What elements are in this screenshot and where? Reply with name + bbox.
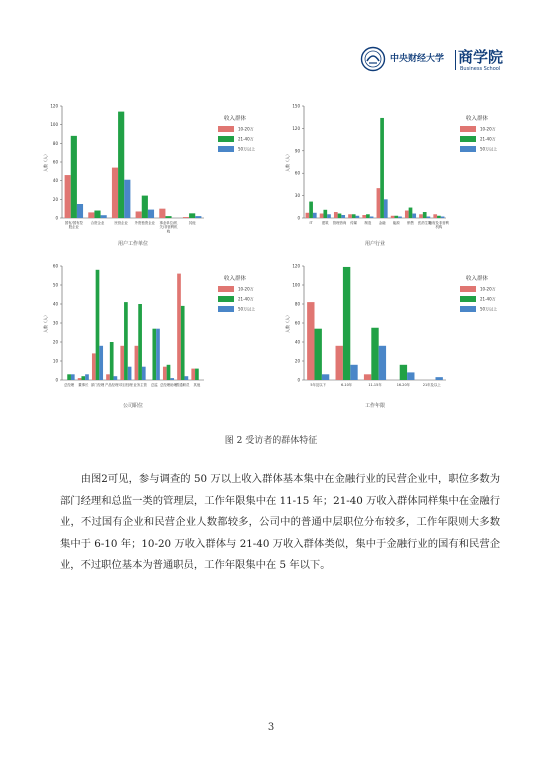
y-axis-label: 人数（人） bbox=[285, 313, 290, 333]
x-tick-label: 金融 bbox=[378, 221, 386, 225]
bar bbox=[96, 270, 100, 380]
bar bbox=[191, 369, 195, 380]
x-tick-label: 外资独资企业 bbox=[134, 221, 156, 225]
school-name-english: Business School bbox=[460, 66, 501, 72]
bar bbox=[135, 346, 139, 380]
bar bbox=[391, 216, 395, 218]
x-tick-label: 医药生物 bbox=[417, 221, 432, 225]
bar bbox=[379, 346, 386, 380]
bar bbox=[183, 217, 189, 218]
x-tick-label: 销售 bbox=[407, 221, 414, 225]
y-axis-label: 人数（人） bbox=[43, 313, 48, 333]
bar bbox=[313, 213, 317, 218]
bar bbox=[323, 210, 327, 218]
legend-title: 收入群体 bbox=[224, 116, 247, 122]
bar bbox=[315, 329, 322, 380]
y-tick-label: 40 bbox=[52, 301, 58, 307]
y-tick-label: 60 bbox=[52, 159, 58, 165]
bar bbox=[65, 175, 71, 218]
bar bbox=[67, 374, 71, 380]
chart-work-unit bbox=[38, 100, 270, 248]
x-tick-label: 政府及非营利机构 bbox=[428, 221, 450, 230]
bar bbox=[419, 214, 423, 218]
legend-title: 收入群体 bbox=[466, 116, 489, 122]
bar bbox=[423, 212, 427, 218]
legend-label: 21-40万 bbox=[480, 136, 496, 142]
legend-swatch bbox=[218, 126, 234, 132]
x-axis-label: 用户工作单位 bbox=[117, 241, 149, 247]
legend-swatch bbox=[460, 296, 476, 302]
bar bbox=[177, 274, 181, 380]
bar bbox=[136, 211, 142, 218]
y-tick-label: 100 bbox=[50, 122, 58, 128]
bar bbox=[334, 212, 338, 218]
x-tick-label: 其他 bbox=[193, 383, 201, 387]
bar bbox=[71, 136, 77, 218]
y-tick-label: 0 bbox=[297, 377, 300, 383]
y-tick-label: 40 bbox=[52, 178, 58, 184]
x-tick-label: 传媒 bbox=[350, 221, 358, 225]
y-tick-label: 120 bbox=[292, 125, 300, 131]
y-tick-label: 150 bbox=[292, 103, 300, 109]
bar bbox=[427, 217, 431, 218]
bar bbox=[366, 214, 370, 218]
bar bbox=[307, 302, 314, 380]
bar bbox=[407, 372, 414, 380]
bar bbox=[124, 302, 128, 380]
bar bbox=[352, 214, 356, 218]
x-tick-label: IT bbox=[309, 221, 313, 225]
bar bbox=[405, 211, 409, 218]
bar bbox=[142, 367, 146, 380]
chart-industry bbox=[280, 100, 512, 248]
x-tick-label: 能源 bbox=[392, 221, 400, 225]
bar bbox=[94, 211, 100, 218]
bar bbox=[195, 369, 199, 380]
bar bbox=[152, 329, 156, 380]
x-tick-label: 合资企业 bbox=[90, 221, 105, 225]
bar bbox=[124, 180, 130, 218]
bar bbox=[409, 208, 413, 218]
legend-label: 50万以上 bbox=[238, 146, 256, 152]
bar bbox=[71, 374, 75, 380]
x-axis-label: 公司职位 bbox=[122, 403, 144, 409]
legend-label: 10-20万 bbox=[480, 126, 496, 132]
bar bbox=[327, 214, 331, 218]
bar bbox=[437, 216, 441, 218]
bar bbox=[348, 214, 352, 218]
chart-work-years bbox=[280, 260, 512, 410]
bar bbox=[110, 342, 114, 380]
bar bbox=[384, 199, 388, 218]
y-tick-label: 0 bbox=[55, 215, 58, 221]
bar bbox=[156, 329, 160, 380]
y-tick-label: 120 bbox=[50, 103, 58, 109]
bar bbox=[350, 365, 357, 380]
x-tick-label: 11-15年 bbox=[368, 383, 382, 387]
legend-title: 收入群体 bbox=[224, 276, 247, 282]
x-tick-label: 产品经理 bbox=[104, 383, 119, 387]
school-name: 商学院 bbox=[458, 48, 504, 66]
bar bbox=[106, 374, 110, 380]
x-tick-label: 民营企业 bbox=[114, 221, 128, 225]
y-tick-label: 10 bbox=[52, 358, 58, 364]
y-tick-label: 80 bbox=[294, 301, 300, 307]
bar bbox=[336, 346, 343, 380]
legend-swatch bbox=[218, 146, 234, 152]
y-tick-label: 60 bbox=[294, 170, 300, 176]
bar bbox=[112, 168, 118, 218]
legend-swatch bbox=[218, 296, 234, 302]
legend-swatch bbox=[460, 146, 476, 152]
x-axis-label: 工作年限 bbox=[364, 403, 386, 409]
legend-label: 21-40万 bbox=[480, 296, 496, 302]
bar bbox=[371, 328, 378, 380]
legend-label: 10-20万 bbox=[480, 286, 496, 292]
x-tick-label: 部门经理 bbox=[90, 383, 105, 387]
bar bbox=[433, 214, 437, 218]
x-tick-label: 管理咨询 bbox=[332, 221, 347, 225]
bar bbox=[85, 374, 89, 380]
bar bbox=[398, 217, 402, 218]
legend-label: 50万以上 bbox=[238, 306, 256, 312]
legend-swatch bbox=[460, 286, 476, 292]
legend-swatch bbox=[218, 286, 234, 292]
legend-label: 21-40万 bbox=[238, 296, 254, 302]
x-axis-label: 用户行业 bbox=[364, 241, 386, 247]
bar bbox=[435, 377, 442, 380]
bar bbox=[159, 209, 165, 218]
bar bbox=[362, 215, 366, 218]
bar bbox=[148, 210, 154, 218]
figure-caption: 图 2 受访者的群体特征 bbox=[224, 436, 318, 446]
x-tick-label: 6-10年 bbox=[341, 383, 353, 387]
bar bbox=[128, 367, 132, 380]
x-tick-label: 16-20年 bbox=[396, 383, 411, 387]
legend-swatch bbox=[460, 306, 476, 312]
legend-label: 21-40万 bbox=[238, 136, 254, 142]
x-tick-label: 21年及以上 bbox=[422, 383, 441, 387]
y-axis-label: 人数（人） bbox=[43, 152, 48, 172]
y-tick-label: 0 bbox=[297, 215, 300, 221]
y-tick-label: 50 bbox=[52, 282, 58, 288]
school-logo bbox=[360, 44, 510, 78]
y-tick-label: 60 bbox=[52, 263, 58, 269]
x-tick-label: 事业单位/机关/非营利机构 bbox=[159, 221, 178, 234]
x-tick-label: 国有/国有控股企业 bbox=[64, 221, 83, 230]
bar bbox=[185, 376, 189, 380]
bar bbox=[341, 215, 345, 218]
bar bbox=[400, 365, 407, 380]
bar bbox=[92, 353, 96, 380]
bar bbox=[167, 365, 171, 380]
bar bbox=[380, 118, 384, 218]
y-tick-label: 30 bbox=[294, 193, 300, 199]
legend-label: 10-20万 bbox=[238, 286, 254, 292]
y-tick-label: 80 bbox=[52, 140, 58, 146]
bar bbox=[195, 216, 201, 218]
x-tick-label: 普通职员 bbox=[175, 383, 190, 387]
legend-swatch bbox=[218, 306, 234, 312]
page-number: 3 bbox=[267, 722, 275, 733]
legend-label: 10-20万 bbox=[238, 126, 254, 132]
y-tick-label: 100 bbox=[292, 282, 300, 288]
bar bbox=[356, 216, 360, 218]
bar bbox=[338, 214, 342, 218]
bar bbox=[377, 188, 381, 218]
chart-position bbox=[38, 260, 270, 410]
bar bbox=[320, 214, 324, 218]
y-tick-label: 20 bbox=[52, 196, 58, 202]
x-tick-label: 建筑 bbox=[321, 221, 329, 225]
bar bbox=[99, 346, 103, 380]
legend-label: 50万以上 bbox=[480, 306, 498, 312]
legend-swatch bbox=[218, 136, 234, 142]
legend-title: 收入群体 bbox=[466, 276, 489, 282]
bar bbox=[163, 367, 167, 380]
bar bbox=[343, 267, 350, 380]
legend-swatch bbox=[460, 126, 476, 132]
bar bbox=[181, 306, 185, 380]
bar bbox=[101, 215, 107, 218]
bar bbox=[394, 216, 398, 218]
y-tick-label: 20 bbox=[294, 358, 300, 364]
bar bbox=[114, 376, 118, 380]
university-name: 中央财经大学 bbox=[390, 54, 445, 64]
bar bbox=[306, 213, 310, 218]
bar bbox=[412, 214, 416, 218]
x-tick-label: 董事长 bbox=[78, 383, 89, 387]
legend-swatch bbox=[460, 136, 476, 142]
y-axis-label: 人数（人） bbox=[285, 152, 290, 172]
bar bbox=[77, 204, 83, 218]
y-tick-label: 20 bbox=[52, 339, 58, 345]
bar bbox=[120, 346, 124, 380]
y-tick-label: 30 bbox=[52, 320, 58, 326]
x-tick-label: 总监 bbox=[150, 383, 158, 387]
x-tick-label: 业务主管 bbox=[133, 383, 147, 387]
y-tick-label: 90 bbox=[294, 148, 300, 154]
x-tick-label: 总经理 bbox=[64, 383, 75, 387]
bar bbox=[170, 378, 174, 380]
bar bbox=[78, 378, 82, 380]
x-tick-label: 其他 bbox=[188, 221, 196, 225]
bar bbox=[118, 112, 124, 218]
x-tick-label: 总经理助理 bbox=[160, 383, 177, 387]
x-tick-label: 5年及以下 bbox=[310, 383, 327, 387]
bar bbox=[142, 196, 148, 218]
y-tick-label: 60 bbox=[294, 320, 300, 326]
bar bbox=[309, 202, 313, 218]
bar bbox=[322, 374, 329, 380]
bar bbox=[441, 217, 445, 218]
y-tick-label: 40 bbox=[294, 339, 300, 345]
bar bbox=[165, 216, 171, 218]
bar bbox=[88, 212, 94, 218]
bar bbox=[370, 217, 374, 218]
university-emblem-icon bbox=[360, 46, 386, 72]
body-paragraph: 由图2可见，参与调查的 50 万以上收入群体基本集中在金融行业的民营企业中，职位多数为部门经理和总监一类的管理层，工作年限集中在 11-15 年；21-40 万收入群体同样集中在金融行业，不过国有企业和民营企业人数都较多，公司中的普通中层职位分布较多，工作年限则大多数集中于 6-10 年；10-20 万收入群体与 21-40 万收入群体类似，集中于金融行业的国有和民营企业，不过职位基本为普通职员，工作年限集中在 5 年以下。 bbox=[60, 473, 500, 571]
bar bbox=[81, 376, 85, 380]
y-tick-label: 120 bbox=[292, 263, 300, 269]
bar bbox=[189, 213, 195, 218]
x-tick-label: 项目经理 bbox=[119, 383, 133, 387]
bar bbox=[138, 304, 142, 380]
legend-label: 50万以上 bbox=[480, 146, 498, 152]
x-tick-label: 制造 bbox=[364, 221, 372, 225]
bar bbox=[364, 374, 371, 380]
logo-divider bbox=[455, 50, 456, 70]
y-tick-label: 0 bbox=[55, 377, 58, 383]
